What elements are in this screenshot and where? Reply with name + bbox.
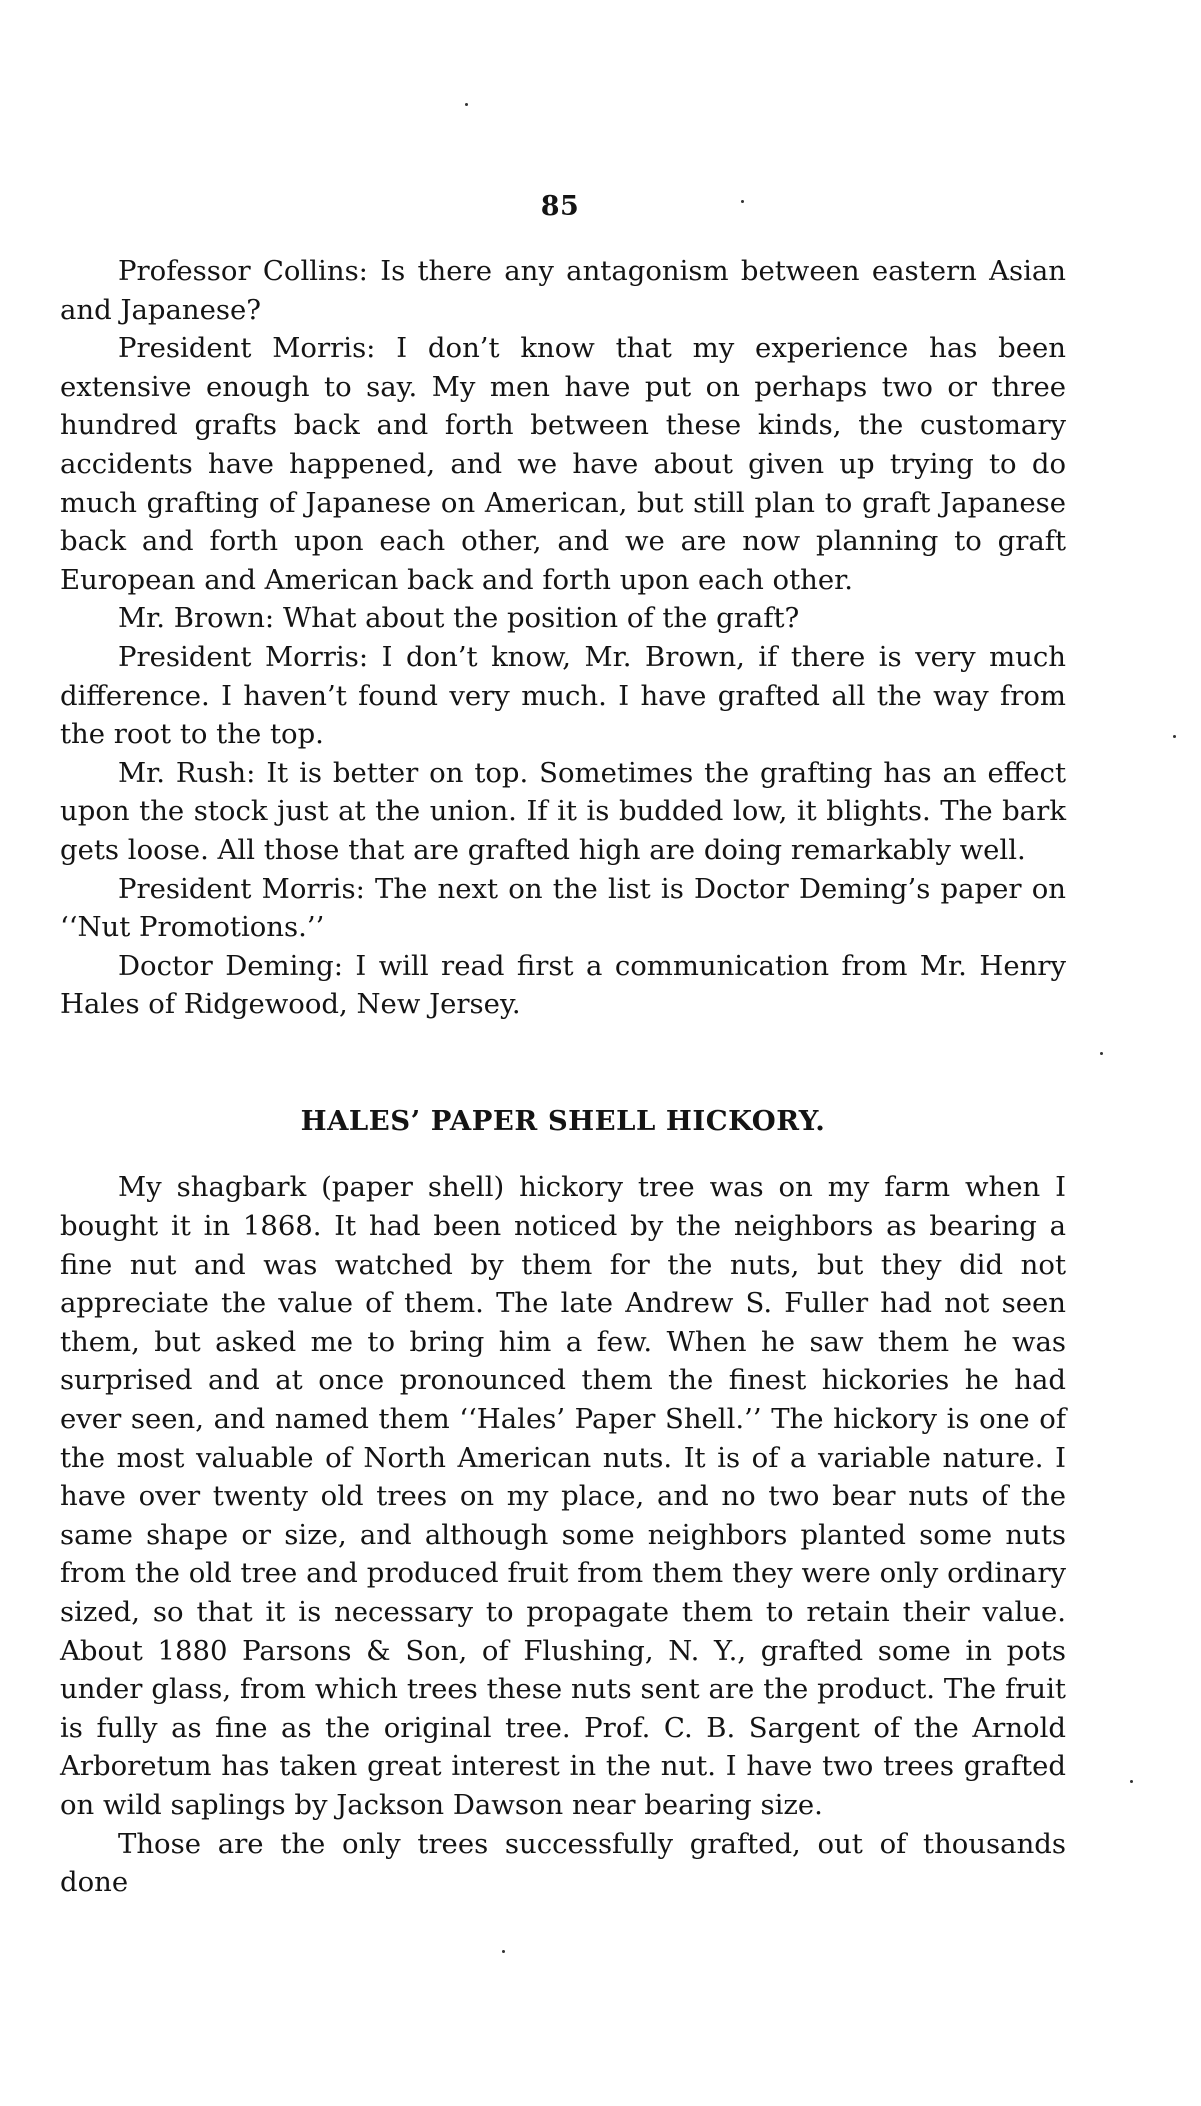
speaker-name: President Morris: (118, 332, 376, 365)
dialogue-text: I don’t know that my experience has been extensive enough to say. My men have put on perhaps two or three hundred grafts back and forth between these kinds, the customary accidents have happened, and we have about given up trying to do much grafting of Japanese on American, but still plan to graft Japanese back and forth upon each other, and we are now planning to graft European and American back and forth upon each other. (60, 332, 1066, 596)
speaker-name: Mr. Rush: (118, 756, 256, 789)
dialogue-paragraph (60, 947, 1066, 1024)
page-body (60, 252, 1066, 1902)
article-paragraph: Those are the only trees successfully grafted, out of thousands done (60, 1827, 1066, 1899)
scan-speck (741, 200, 744, 203)
dialogue-text: The next on the list is Doctor Deming’s paper on ‘‘Nut Promotions.’’ (60, 872, 1066, 944)
dialogue-paragraph (60, 638, 1066, 754)
article-paragraph: My shagbark (paper shell) hickory tree was on my farm when I bought it in 1868. It had been noticed by the neighbors as bearing a fine nut and was watched by them for the nuts, but they did not appreciate the value of them. The late Andrew S. Fuller had not seen them, but asked me to bring him a few. When he saw them he was surprised and at once pronounced them the finest hickories he had ever seen, and named them ‘‘Hales’ Paper Shell.’’ The hickory is one of the most valuable of North American nuts. It is of a variable nature. I have over twenty old trees on my place, and no two bear nuts of the same shape or size, and although some neighbors planted some nuts from the old tree and produced fruit from them they were only ordinary sized, so that it is necessary to propagate them to retain their value. About 1880 Parsons & Son, of Flushing, N. Y., grafted some in pots under glass, from which trees these nuts sent are the product. The fruit is fully as fine as the original tree. Prof. C. B. Sargent of the Arnold Arboretum has taken great interest in the nut. I have two trees grafted on wild saplings by Jackson Dawson near bearing size. (60, 1171, 1066, 1821)
dialogue-text: I will read first a communication from Mr. Henry Hales of Ridgewood, New Jersey. (60, 949, 1066, 1021)
speaker-name: Professor Collins: (118, 255, 368, 287)
page-number: 85 (540, 191, 580, 222)
dialogue-paragraph (60, 870, 1066, 947)
dialogue-text: What about the position of the graft? (282, 602, 800, 635)
scan-speck (1130, 1780, 1133, 1783)
scan-speck (1173, 735, 1176, 738)
scan-speck (465, 103, 468, 106)
speaker-name: Mr. Brown: (118, 602, 275, 635)
dialogue-text: I don’t know, Mr. Brown, if there is very much difference. I haven’t found very much. I have grafted all the way from the root to the top. (60, 640, 1066, 751)
article-heading: HALES’ PAPER SHELL HICKORY. (300, 1104, 826, 1137)
dialogue-text: Is there any antagonism between eastern Asian and Japanese? (60, 255, 1067, 326)
dialogue-paragraph (60, 252, 1066, 329)
speaker-name: President Morris: (118, 872, 365, 905)
speaker-name: President Morris: (118, 640, 369, 673)
speaker-name: Doctor Deming: (118, 949, 343, 982)
dialogue-paragraph (60, 599, 1066, 638)
scan-speck (502, 1950, 505, 1953)
scan-speck (1100, 1052, 1103, 1055)
dialogue-paragraph (60, 754, 1066, 870)
dialogue-paragraph (60, 329, 1066, 599)
dialogue-text: It is better on top. Sometimes the grafting has an effect upon the stock just at the union. If it is budded low, it blights. The bark gets loose. All those that are grafted high are doing remarkably well. (60, 756, 1066, 866)
